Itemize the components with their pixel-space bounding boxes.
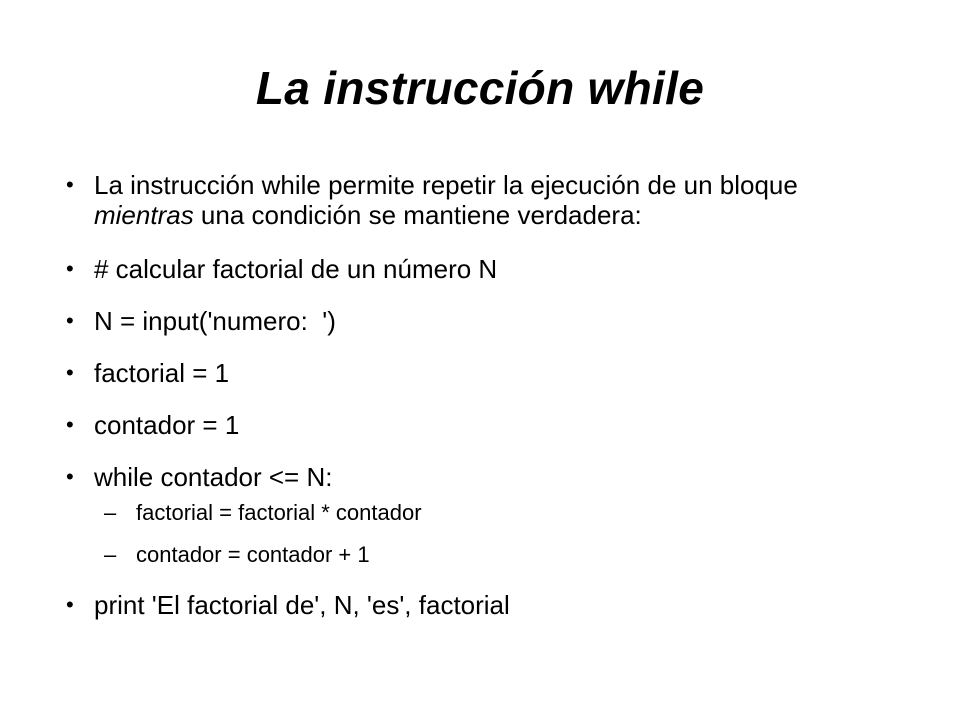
dash-icon: –	[104, 500, 117, 525]
sub-bullet-item	[66, 500, 906, 526]
bullet-text: print 'El factorial de', N, 'es', factorial	[94, 590, 510, 620]
intro-text-end: una condición se mantiene verdadera:	[193, 200, 642, 230]
bullet-item-while	[66, 462, 906, 492]
slide-body	[66, 170, 906, 642]
bullet-text: factorial = 1	[94, 358, 230, 388]
bullet-item-input	[66, 306, 906, 336]
bullet-item-factorial	[66, 358, 906, 388]
bullet-icon: •	[66, 464, 74, 489]
bullet-text: contador = 1	[94, 410, 240, 440]
slide-title: La instrucción while	[255, 62, 705, 114]
bullet-icon: •	[66, 172, 74, 197]
bullet-item-intro	[66, 170, 800, 230]
intro-text-start: La instrucción while permite repetir la ejecución de un bloque	[94, 170, 798, 200]
bullet-icon: •	[66, 308, 74, 333]
bullet-icon: •	[66, 592, 74, 617]
bullet-item-comment	[66, 254, 906, 284]
sub-bullet-text: factorial = factorial * contador	[136, 500, 422, 525]
bullet-icon: •	[66, 412, 74, 437]
bullet-text: N = input('numero: ')	[94, 306, 336, 336]
bullet-item-contador	[66, 410, 906, 440]
dash-icon: –	[104, 542, 117, 567]
bullet-icon: •	[66, 256, 74, 281]
bullet-icon: •	[66, 360, 74, 385]
bullet-text: # calcular factorial de un número N	[94, 254, 498, 284]
intro-emphasis: mientras	[94, 200, 194, 230]
sub-bullet-text: contador = contador + 1	[136, 542, 370, 567]
bullet-item-print	[66, 590, 906, 620]
bullet-text: while contador <= N:	[94, 462, 333, 492]
sub-bullet-item	[66, 542, 906, 568]
